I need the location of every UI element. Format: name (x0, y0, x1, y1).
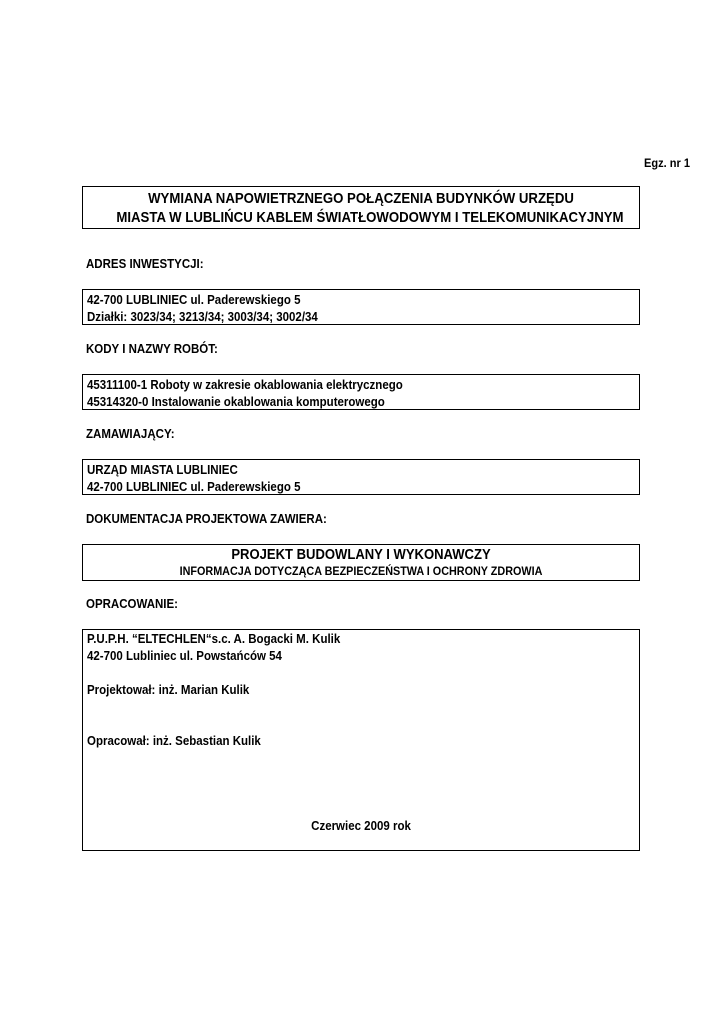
author-date: Czerwiec 2009 rok (311, 819, 411, 833)
client-box (82, 459, 640, 495)
documentation-sub: INFORMACJA DOTYCZĄCA BEZPIECZEŃSTWA I OCHRONY ZDROWIA (179, 564, 543, 578)
works-label: KODY I NAZWY ROBÓT: (86, 342, 218, 356)
client-label: ZAMAWIAJĄCY: (86, 427, 175, 441)
author-designer: Projektował: inż. Marian Kulik (87, 683, 250, 697)
client-line-1: URZĄD MIASTA LUBLINIEC (87, 463, 238, 477)
address-line-2: Działki: 3023/34; 3213/34; 3003/34; 3002/34 (87, 310, 318, 324)
documentation-main: PROJEKT BUDOWLANY I WYKONAWCZY (231, 547, 491, 563)
title-line-1: WYMIANA NAPOWIETRZNEGO POŁĄCZENIA BUDYNKÓW URZĘDU (148, 190, 574, 207)
works-box (82, 374, 640, 410)
title-box (82, 186, 640, 229)
address-label: ADRES INWESTYCJI: (86, 257, 204, 271)
author-company-address: 42-700 Lubliniec ul. Powstańców 54 (87, 649, 282, 663)
works-line-2: 45314320-0 Instalowanie okablowania komputerowego (87, 395, 385, 409)
documentation-label: DOKUMENTACJA PROJEKTOWA ZAWIERA: (86, 512, 327, 526)
author-box (82, 629, 640, 851)
copy-number: Egz. nr 1 (643, 156, 690, 170)
author-prepared-by: Opracował: inż. Sebastian Kulik (87, 734, 261, 748)
address-box (82, 289, 640, 325)
author-company: P.U.P.H. “ELTECHLEN“s.c. A. Bogacki M. Kulik (87, 632, 341, 646)
client-line-2: 42-700 LUBLINIEC ul. Paderewskiego 5 (87, 480, 301, 494)
works-line-1: 45311100-1 Roboty w zakresie okablowania elektrycznego (87, 378, 403, 392)
address-line-1: 42-700 LUBLINIEC ul. Paderewskiego 5 (87, 293, 301, 307)
title-line-2: MIASTA W LUBLIŃCU KABLEM ŚWIATŁOWODOWYM I TELEKOMUNIKACYJNYM (116, 209, 624, 226)
documentation-box (82, 544, 640, 581)
author-label: OPRACOWANIE: (86, 597, 178, 611)
